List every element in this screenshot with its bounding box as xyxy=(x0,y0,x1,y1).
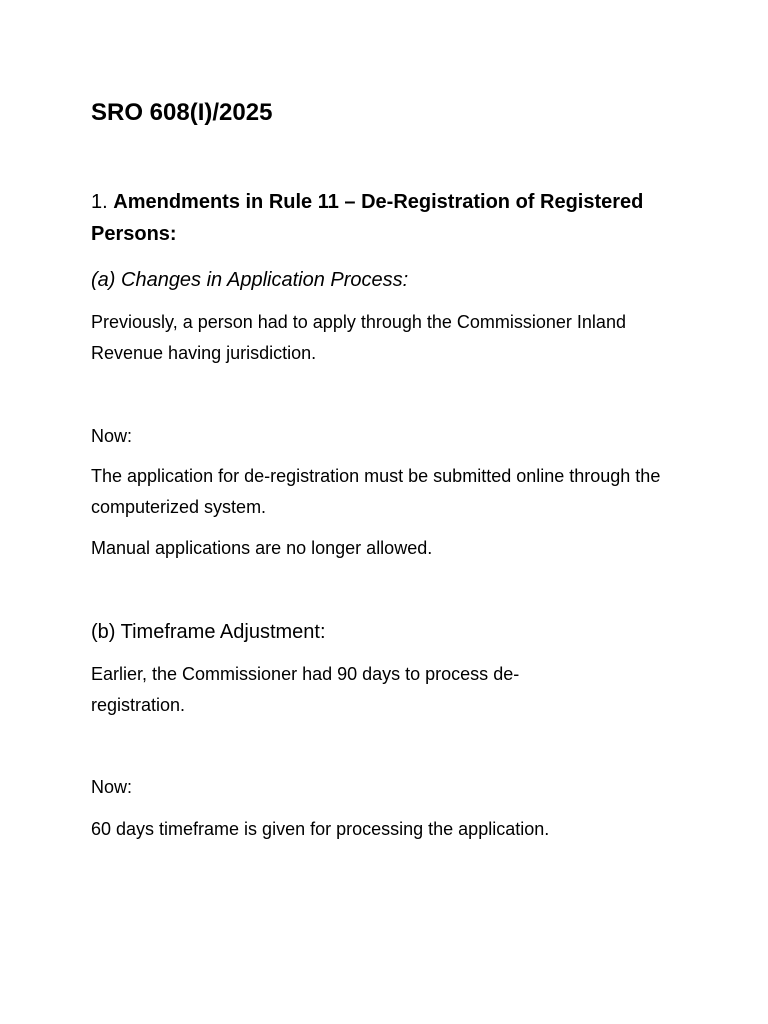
paragraph-earlier: Earlier, the Commissioner had 90 days to process de-registration. xyxy=(91,664,520,715)
document-title: SRO 608(I)/2025 xyxy=(91,99,273,126)
now-label: Now: xyxy=(91,777,133,797)
paragraph-online-application: The application for de-registration must be submitted online through the computerized system. xyxy=(91,466,661,517)
subheading-application-process: (a) Changes in Application Process: xyxy=(91,269,409,291)
paragraph-previously: Previously, a person had to apply through the Commissioner Inland Revenue having jurisdiction. xyxy=(91,312,626,363)
paragraph-manual-applications: Manual applications are no longer allowed. xyxy=(91,538,433,558)
now-label: Now: xyxy=(91,426,133,446)
subheading-timeframe: (b) Timeframe Adjustment: xyxy=(91,621,326,643)
paragraph-timeframe: 60 days timeframe is given for processing the application. xyxy=(91,819,550,839)
section-heading xyxy=(91,186,651,250)
section-number: 1. xyxy=(91,191,108,213)
section-title: Amendments in Rule 11 – De-Registration of Registered Persons: xyxy=(91,191,644,245)
